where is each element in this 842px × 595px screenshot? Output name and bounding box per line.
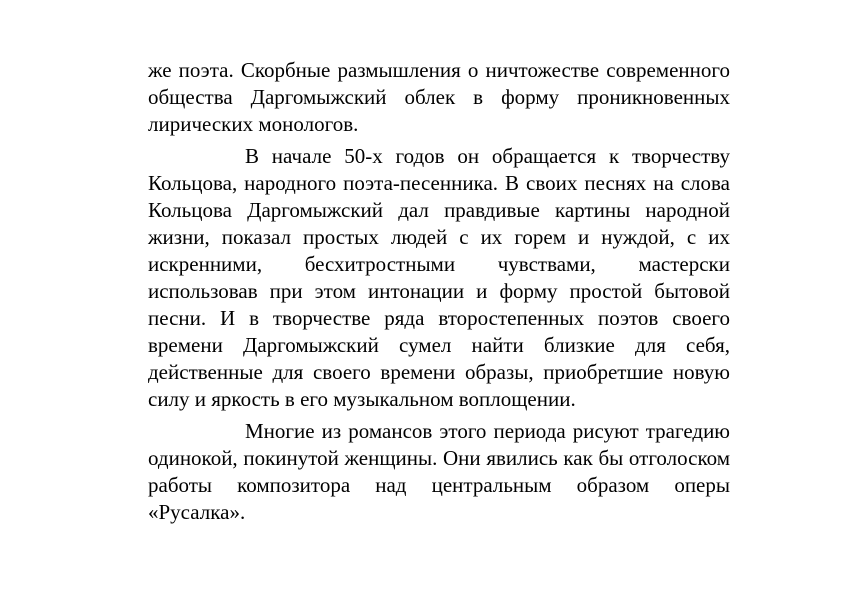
paragraph-1: же поэта. Скорбные размышления о ничтожестве современного общества Даргомыжский облек в форму проникновенных лирических монологов.	[148, 58, 730, 136]
body-text	[148, 57, 730, 526]
paragraph-3: Многие из романсов этого периода рисуют трагедию одинокой, покинутой женщины. Они явились как бы отголоском работы композитора над центральным образом оперы «Русалка».	[148, 419, 730, 524]
paragraph-2: В начале 50-х годов он обращается к творчеству Кольцова, народного поэта-песенника. В своих песнях на слова Кольцова Даргомыжский дал правдивые картины народной жизни, показал простых людей с их горем и нуждой, с их искренними, бесхитростными чувствами, мастерски использовав при этом интонации и форму простой бытовой песни. И в творчестве ряда второстепенных поэтов своего времени Даргомыжский сумел найти близкие для себя, действенные для своего времени образы, приобретшие новую силу и яркость в его музыкальном воплощении.	[148, 144, 730, 411]
